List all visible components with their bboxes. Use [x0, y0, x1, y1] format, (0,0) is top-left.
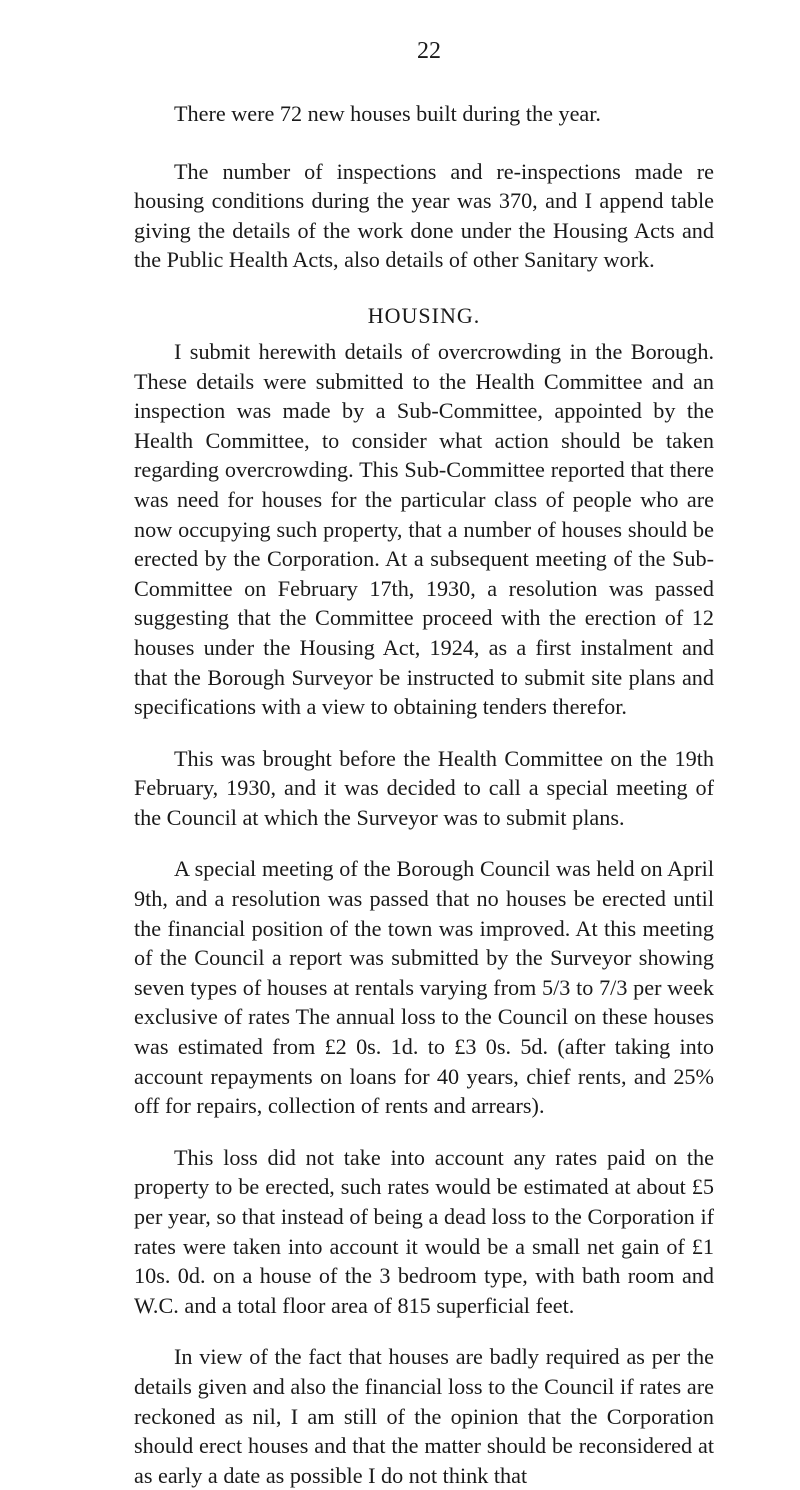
page-number: 22 — [417, 38, 441, 64]
paragraph-rates: This loss did not take into account any rates paid on the property to be erected, such rates would be estimated at about £5 per year, so that instead of being a dead loss to the Corporation if rates were taken into account it would be a small net gain of £1 10s. 0d. on a house of the 3 bedroom type, with bath room and W.C. and a total floor area of 815 superficial feet. — [134, 1144, 714, 1318]
paragraph-special-meeting: A special meeting of the Borough Council was held on April 9th, and a resolution was passed that no houses be erected until the financial position of the town was improved. At this meeting of the Council a report was submitted by the Surveyor showing seven types of houses at rentals varying from 5/3 to 7/3 per week exclusive of rates The annual loss to the Council on these houses was estimated from £2 0s. 1d. to £3 0s. 5d. (after taking into account repayments on loans for 40 years, chief rents, and 25% off for repairs, collection of rents and arrears). — [134, 856, 714, 1119]
paragraph-health-committee: This was brought before the Health Committee on the 19th February, 1930, and it was decided to call a special meeting of the Council at which the Surveyor was to submit plans. — [134, 745, 714, 830]
section-heading-housing: HOUSING. — [367, 302, 481, 328]
paragraph-inspections: The number of inspections and re-inspections made re housing conditions during the year was 370, and I append table giving the details of the work done under the Housing Acts and the Public Health Acts, also details of other Sanitary work. — [134, 158, 714, 273]
paragraph-new-houses: There were 72 new houses built during the year. — [174, 101, 601, 126]
paragraph-opinion: In view of the fact that houses are badly required as per the details given and also the financial loss to the Council if rates are reckoned as nil, I am still of the opinion that the Corporation should erect houses and that the matter should be reconsidered at as early a date as possible I do not think that — [134, 1344, 714, 1488]
paragraph-overcrowding: I submit herewith details of overcrowding in the Borough. These details were submitted to the Health Committee and an inspection was made by a Sub-Committee, appointed by the Health Committee, to consider what action should be taken regarding overcrowding. This Sub-Committee reported that there was need for houses for the particular class of people who are now occupying such property, that a number of houses should be erected by the Corporation. At a subsequent meeting of the Sub-Committee on February 17th, 1930, a resolution was passed suggesting that the Committee proceed with the erection of 12 houses under the Housing Act, 1924, as a first instalment and that the Borough Surveyor be instructed to submit site plans and specifications with a view to obtaining tenders therefor. — [134, 338, 714, 720]
